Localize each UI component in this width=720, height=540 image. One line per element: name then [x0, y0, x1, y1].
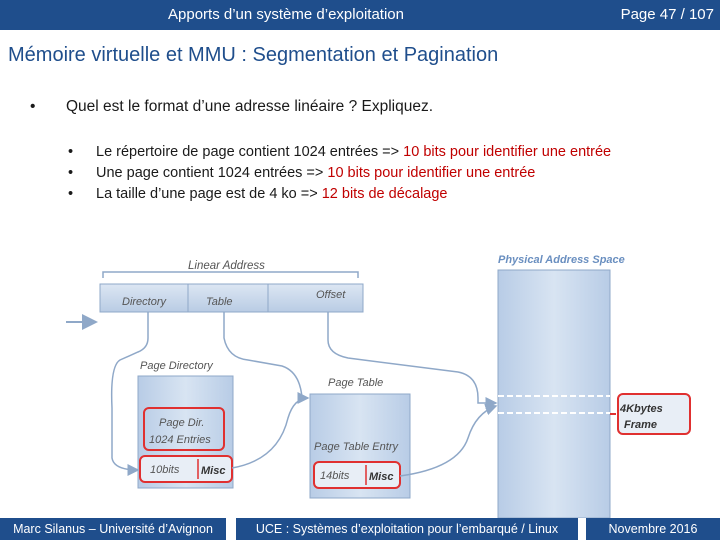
- page-table-bits: 14bits: [320, 470, 350, 482]
- footer-author: Marc Silanus – Université d’Avignon: [0, 518, 226, 540]
- slide-title: Mémoire virtuelle et MMU : Segmentation et Pagination: [8, 44, 499, 66]
- paging-diagram: [58, 248, 708, 518]
- answer-plain: Le répertoire de page contient 1024 entrées =>: [96, 144, 404, 160]
- answer-bullet: •: [68, 186, 74, 202]
- page-dir-to-table-arrow: [232, 398, 308, 468]
- footer-date: Novembre 2016: [586, 518, 720, 540]
- answer-text: [96, 144, 611, 160]
- answer-highlight: 12 bits de décalage: [321, 186, 448, 202]
- answer-text: [96, 165, 535, 181]
- answer-text: [96, 186, 448, 202]
- paging-diagram-svg: [58, 248, 708, 518]
- answer-bullet: •: [68, 144, 74, 160]
- footer-course: UCE : Systèmes d’exploitation pour l’embarqué / Linux: [236, 518, 578, 540]
- physical-memory-column: [498, 270, 610, 518]
- page-dir-entries-line2: 1024 Entries: [149, 434, 211, 446]
- answer-highlight: 10 bits pour identifier une entrée: [403, 144, 612, 160]
- page-table-label: Page Table: [328, 377, 384, 389]
- table-label: Table: [206, 296, 233, 308]
- physical-address-space-label: Physical Address Space: [498, 254, 625, 266]
- page-dir-entries-line1: Page Dir.: [159, 417, 205, 429]
- page-table-entry-label: Page Table Entry: [314, 441, 398, 453]
- offset-label: Offset: [316, 289, 346, 301]
- answer-plain: Une page contient 1024 entrées =>: [96, 165, 328, 181]
- directory-label: Directory: [122, 296, 167, 308]
- offset-arrow: [328, 312, 496, 403]
- question-text: Quel est le format d’une adresse linéaire ? Expliquez.: [66, 98, 434, 115]
- page-dir-misc: Misc: [201, 465, 226, 477]
- question-bullet: •: [30, 98, 36, 115]
- linear-address-bracket: [103, 272, 358, 278]
- header-title: Apports d’un système d’exploitation: [168, 6, 404, 23]
- page-dir-bits: 10bits: [150, 464, 180, 476]
- frame-size: 4Kbytes: [620, 403, 663, 415]
- table-arrow: [224, 312, 302, 398]
- page-number: Page 47 / 107: [620, 6, 714, 23]
- answer-bullet: •: [68, 165, 74, 181]
- answer-highlight: 10 bits pour identifier une entrée: [327, 165, 536, 181]
- answer-plain: La taille d’une page est de 4 ko =>: [96, 186, 322, 202]
- page-directory-label: Page Directory: [140, 360, 213, 372]
- page-table-misc: Misc: [369, 471, 394, 483]
- linear-address-label: Linear Address: [188, 260, 265, 272]
- page-table-to-frame-arrow: [400, 406, 496, 476]
- header-bar: [0, 0, 720, 30]
- frame-label: Frame: [624, 419, 658, 431]
